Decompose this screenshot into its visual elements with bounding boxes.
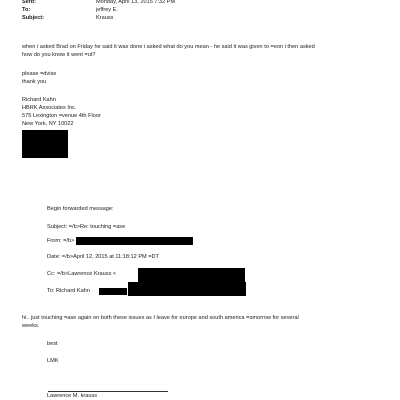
signature-city: New York, NY 10022 [22,121,74,127]
redaction-block [99,288,127,295]
forwarded-to: To: Richard Kahn [47,288,90,294]
forwarded-cc: Cc: =/b>Lawrence Krauss < [47,271,117,277]
redaction-block [76,237,193,245]
forwarded-subject: Subject: =/b>Re: touching =ase [47,224,126,230]
signature-address: 575 Lexington =venue 4th Floor [22,113,101,119]
subject-value: Krauss [96,15,114,21]
forwarded-date: Date: =/b>April 12, 2015 at 11:18:12 PM =DT [47,254,159,260]
subject-label: Subject: [22,15,45,21]
sender-name: Lawrence M. krauss [47,393,98,399]
message-initials: LMK [47,358,59,364]
forwarded-intro: Begin forwarded message: [47,206,114,212]
sent-value: Monday, April 13, 2015 7:32 PM [96,0,176,5]
signature-name: Richard Kahn [22,97,56,103]
signature-company: HBRK Associates Inc. [22,105,77,111]
forwarded-from: From: =/b> [47,238,75,244]
redaction-block [22,130,68,158]
message-line-1: hi.. just touching =ase again on both these issues as I leave for europe and south america =omorrow for several [22,315,299,321]
body-line-1: when i asked Brad on Friday he said it was done i asked what do you mean - he said it was given to =eon i then asked [22,44,315,50]
body-advise: please =dvise [22,71,57,77]
message-closing: best [47,341,58,347]
to-value: jeffrey E. [96,7,118,13]
body-line-2: how do you know it went =ut? [22,52,96,58]
sent-label: Sent: [22,0,36,5]
to-label: To: [22,7,31,13]
signature-divider [48,391,168,392]
message-line-2: weeks. [22,323,40,329]
body-thanks: thank you [22,79,47,85]
redaction-block [128,282,246,296]
redaction-block [138,268,245,282]
